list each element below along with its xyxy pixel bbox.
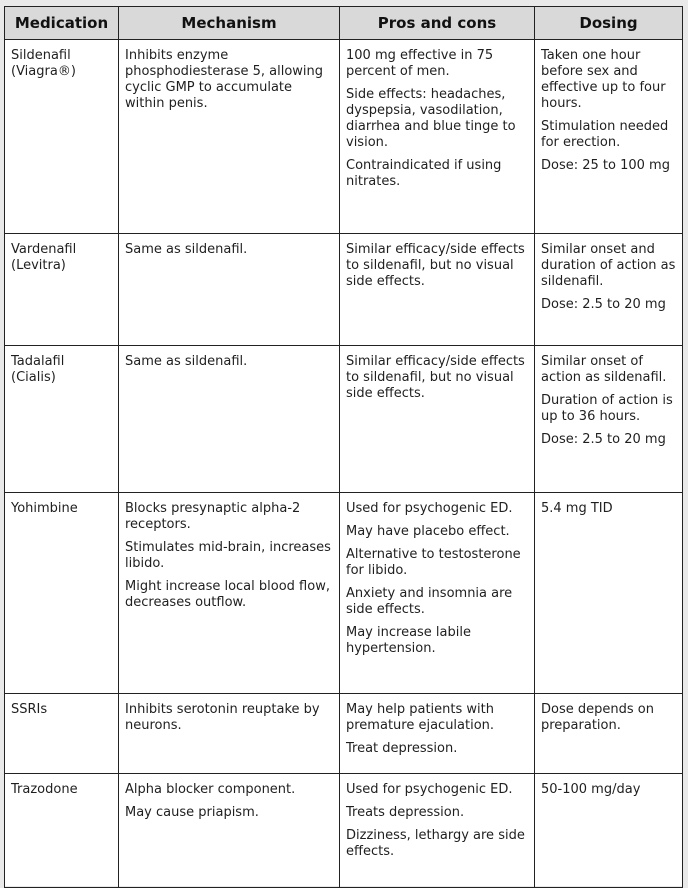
dosing-text: Duration of action is up to 36 hours. bbox=[541, 393, 673, 424]
table-row bbox=[5, 493, 683, 694]
medication-name: SSRIs bbox=[11, 702, 48, 717]
dosing-cell bbox=[535, 40, 683, 234]
medication-name: Trazodone bbox=[11, 782, 78, 797]
dosing-text: Dose depends on preparation. bbox=[541, 702, 654, 733]
mechanism-text: Might increase local blood flow, decreases outflow. bbox=[125, 579, 330, 610]
pros-cons-text: Alternative to testosterone for libido. bbox=[346, 547, 521, 578]
table-row bbox=[5, 346, 683, 493]
dosing-cell bbox=[535, 346, 683, 493]
pros-cons-text: May help patients with premature ejaculation. bbox=[346, 702, 495, 733]
mechanism-text: Stimulates mid-brain, increases libido. bbox=[125, 540, 331, 571]
table-row bbox=[5, 234, 683, 346]
medication-table bbox=[4, 6, 683, 888]
mechanism-text: Same as sildenafil. bbox=[125, 354, 248, 369]
mechanism-text: Inhibits enzyme phosphodiesterase 5, allowing cyclic GMP to accumulate within penis. bbox=[125, 48, 324, 111]
mechanism-cell bbox=[119, 774, 340, 888]
dosing-text: Dose: 25 to 100 mg bbox=[541, 158, 670, 173]
pros-cons-text: May have placebo effect. bbox=[346, 524, 510, 539]
dosing-text: Dose: 2.5 to 20 mg bbox=[541, 297, 666, 312]
pros-cons-cell bbox=[340, 40, 535, 234]
pros-cons-text: Dizziness, lethargy are side effects. bbox=[346, 828, 525, 859]
dosing-cell bbox=[535, 694, 683, 774]
pros-cons-text: Treat depression. bbox=[346, 741, 458, 756]
dosing-cell bbox=[535, 774, 683, 888]
mechanism-cell bbox=[119, 234, 340, 346]
pros-cons-text: May increase labile hypertension. bbox=[346, 625, 471, 656]
medication-cell bbox=[5, 493, 119, 694]
header-mechanism: Mechanism bbox=[119, 7, 340, 40]
header-medication: Medication bbox=[5, 7, 119, 40]
header-pros-and-cons: Pros and cons bbox=[340, 7, 535, 40]
header-dosing: Dosing bbox=[535, 7, 683, 40]
medication-cell bbox=[5, 346, 119, 493]
mechanism-cell bbox=[119, 493, 340, 694]
mechanism-cell bbox=[119, 40, 340, 234]
pros-cons-cell bbox=[340, 346, 535, 493]
medication-brand: (Cialis) bbox=[11, 370, 56, 385]
dosing-text: Similar onset and duration of action as sildenafil. bbox=[541, 242, 676, 289]
mechanism-cell bbox=[119, 346, 340, 493]
pros-cons-text: 100 mg effective in 75 percent of men. bbox=[346, 48, 494, 79]
table-row bbox=[5, 40, 683, 234]
pros-cons-text: Used for psychogenic ED. bbox=[346, 501, 513, 516]
dosing-text: Similar onset of action as sildenafil. bbox=[541, 354, 667, 385]
mechanism-text: Blocks presynaptic alpha-2 receptors. bbox=[125, 501, 301, 532]
pros-cons-text: Side effects: headaches, dyspepsia, vasodilation, diarrhea and blue tinge to vision. bbox=[346, 87, 516, 150]
dosing-text: 5.4 mg TID bbox=[541, 501, 613, 516]
table-row bbox=[5, 774, 683, 888]
dosing-text: Stimulation needed for erection. bbox=[541, 119, 669, 150]
medication-cell bbox=[5, 774, 119, 888]
pros-cons-cell bbox=[340, 234, 535, 346]
medication-name: Yohimbine bbox=[11, 501, 78, 516]
mechanism-text: Same as sildenafil. bbox=[125, 242, 248, 257]
pros-cons-text: Similar efficacy/side effects to sildenafil, but no visual side effects. bbox=[346, 242, 525, 289]
pros-cons-text: Contraindicated if using nitrates. bbox=[346, 158, 502, 189]
pros-cons-text: Anxiety and insomnia are side effects. bbox=[346, 586, 513, 617]
medication-name: Sildenafil bbox=[11, 48, 71, 63]
medication-brand: (Viagra®) bbox=[11, 64, 76, 79]
pros-cons-cell bbox=[340, 774, 535, 888]
medication-cell bbox=[5, 234, 119, 346]
dosing-text: Taken one hour before sex and effective up to four hours. bbox=[541, 48, 666, 111]
medication-cell bbox=[5, 694, 119, 774]
pros-cons-cell bbox=[340, 694, 535, 774]
dosing-cell bbox=[535, 234, 683, 346]
dosing-text: Dose: 2.5 to 20 mg bbox=[541, 432, 666, 447]
dosing-cell bbox=[535, 493, 683, 694]
pros-cons-text: Similar efficacy/side effects to sildenafil, but no visual side effects. bbox=[346, 354, 525, 401]
table-row bbox=[5, 694, 683, 774]
mechanism-text: Alpha blocker component. bbox=[125, 782, 296, 797]
pros-cons-text: Treats depression. bbox=[346, 805, 465, 820]
header-row bbox=[5, 7, 683, 40]
medication-brand: (Levitra) bbox=[11, 258, 66, 273]
pros-cons-text: Used for psychogenic ED. bbox=[346, 782, 513, 797]
dosing-text: 50-100 mg/day bbox=[541, 782, 641, 797]
mechanism-text: May cause priapism. bbox=[125, 805, 259, 820]
mechanism-cell bbox=[119, 694, 340, 774]
medication-name: Tadalafil bbox=[11, 354, 65, 369]
medication-table-frame bbox=[4, 6, 682, 886]
pros-cons-cell bbox=[340, 493, 535, 694]
medication-cell bbox=[5, 40, 119, 234]
mechanism-text: Inhibits serotonin reuptake by neurons. bbox=[125, 702, 320, 733]
medication-name: Vardenafil bbox=[11, 242, 77, 257]
